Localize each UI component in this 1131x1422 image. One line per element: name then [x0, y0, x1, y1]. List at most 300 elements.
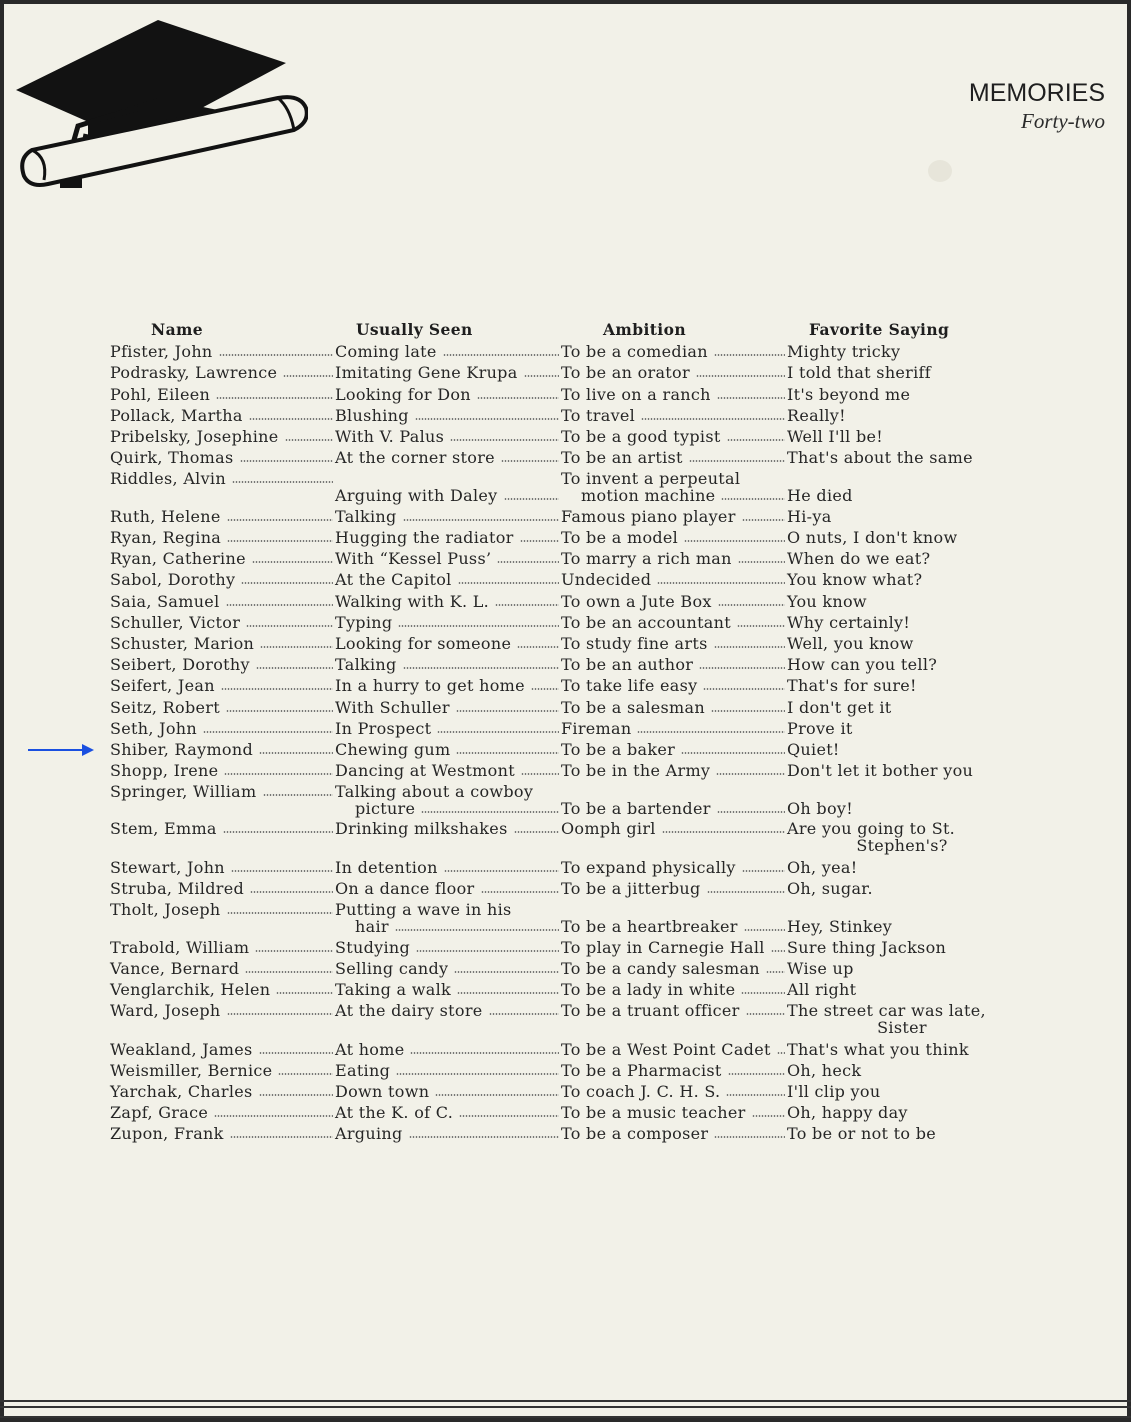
- cell-name: [110, 469, 334, 488]
- leader-dots: [717, 811, 785, 813]
- cell-text: Schuller, Victor: [110, 612, 241, 632]
- cell-ambition: [561, 799, 786, 818]
- cell-saying: [787, 507, 1017, 526]
- cell-text: To be a West Point Cadet: [561, 1039, 771, 1059]
- cell-text: Pribelsky, Josephine: [110, 426, 279, 446]
- cell-text: To be an author: [561, 655, 694, 674]
- cell-seen: [335, 507, 560, 526]
- cell-text: To be a model: [561, 528, 679, 547]
- cell-text: Why certainly!: [787, 612, 911, 632]
- cell-ambition: [561, 427, 786, 446]
- cell-text: Stewart, John: [110, 857, 225, 877]
- table-row: [0, 448, 1131, 470]
- cell-saying: [787, 406, 1017, 425]
- leader-dots: [395, 929, 559, 931]
- cell-text: Podrasky, Lawrence: [110, 363, 278, 382]
- cell-name: [110, 1124, 334, 1143]
- cell-text: Zapf, Grace: [110, 1102, 209, 1122]
- cell-text: O nuts, I don't know: [787, 528, 958, 547]
- cell-name: [110, 1040, 334, 1059]
- leader-dots: [714, 354, 785, 356]
- cell-text: Weismiller, Bernice: [110, 1060, 273, 1080]
- cell-text: Blushing: [335, 405, 409, 425]
- cell-seen: [335, 406, 560, 425]
- leader-dots: [721, 498, 785, 500]
- cell-text: Drinking milkshakes: [335, 819, 508, 838]
- leader-dots: [227, 540, 333, 542]
- cell-saying: [787, 819, 1017, 838]
- table-row: [0, 1061, 1131, 1082]
- cell-name: [110, 342, 334, 361]
- cell-name: [110, 448, 334, 467]
- cell-text: Hey, Stinkey: [787, 917, 893, 936]
- cell-text: Sure thing Jackson: [787, 938, 947, 957]
- cell-saying: [787, 448, 1017, 467]
- cell-text: Oh boy!: [787, 799, 853, 818]
- cell-name: [110, 1082, 334, 1101]
- cell-text: When do we eat?: [787, 549, 931, 568]
- leader-dots: [458, 582, 559, 584]
- leader-dots: [531, 688, 559, 690]
- cell-ambition: [561, 858, 786, 877]
- cell-ambition: [561, 342, 786, 361]
- page-number: Forty-two: [1021, 109, 1105, 133]
- cell-name: [110, 528, 334, 547]
- cell-text: Tholt, Joseph: [110, 900, 221, 919]
- cell-seen: [335, 1001, 560, 1020]
- header-name: Name: [151, 320, 204, 339]
- cell-saying: [787, 676, 1017, 695]
- leader-dots: [718, 604, 785, 606]
- cell-name: [110, 740, 334, 759]
- cell-seen: [335, 486, 560, 505]
- cell-text: Oh, heck: [787, 1060, 862, 1080]
- cell-seen: [335, 858, 560, 877]
- cell-saying: [787, 385, 1017, 404]
- cell-text: hair: [355, 917, 389, 936]
- cell-text: Pfister, John: [110, 342, 213, 361]
- leader-dots: [681, 752, 785, 754]
- cell-ambition: [561, 698, 786, 717]
- cell-text: Imitating Gene Krupa: [335, 363, 518, 382]
- cell-seen: [335, 363, 560, 382]
- leader-dots: [514, 831, 559, 833]
- cell-name: [110, 938, 334, 957]
- leader-dots: [230, 1136, 333, 1138]
- table-row: [0, 900, 1131, 938]
- table-row: [0, 655, 1131, 676]
- cell-ambition: [561, 655, 786, 674]
- cell-seen: [335, 592, 560, 611]
- leader-dots: [714, 1136, 785, 1138]
- cell-text: Schuster, Marion: [110, 633, 255, 653]
- cell-text: Oomph girl: [561, 819, 656, 838]
- cell-text: To coach J. C. H. S.: [561, 1081, 721, 1101]
- cell-ambition: [561, 613, 786, 632]
- table-row: [0, 980, 1131, 1001]
- cell-text: To be a music teacher: [561, 1102, 746, 1122]
- cell-ambition: [561, 1001, 786, 1020]
- cell-text: Yarchak, Charles: [110, 1081, 253, 1101]
- leader-dots: [521, 773, 559, 775]
- cell-text: To be a composer: [561, 1124, 709, 1143]
- leader-dots: [416, 950, 559, 952]
- cell-name: [110, 858, 334, 877]
- cell-text: Struba, Mildred: [110, 878, 245, 898]
- leader-dots: [203, 731, 333, 733]
- cell-saying: [787, 938, 1017, 957]
- table-row: [0, 592, 1131, 613]
- header-ambition: Ambition: [603, 320, 687, 339]
- table-row: [0, 761, 1131, 783]
- cell-seen: [335, 570, 560, 589]
- leader-dots: [703, 688, 785, 690]
- cell-name: [110, 385, 334, 404]
- cell-name: [110, 634, 334, 653]
- cell-seen: [335, 1103, 560, 1122]
- cell-name: [110, 959, 334, 978]
- leader-dots: [524, 375, 559, 377]
- leader-dots: [457, 992, 559, 994]
- page-title: MEMORIES: [968, 79, 1105, 107]
- leader-dots: [231, 870, 333, 872]
- cell-text: Stem, Emma: [110, 819, 217, 838]
- cell-saying: [787, 1061, 1017, 1080]
- cell-text: With “Kessel Puss’: [335, 549, 492, 568]
- leader-dots: [746, 1013, 785, 1015]
- cell-text: Quiet!: [787, 739, 840, 759]
- cell-text: Arguing: [335, 1124, 403, 1143]
- leader-dots: [727, 439, 785, 441]
- cell-text: Pollack, Martha: [110, 405, 243, 425]
- table-row: [0, 427, 1131, 448]
- header-favorite-saying: Favorite Saying: [809, 320, 950, 339]
- leader-dots: [662, 831, 785, 833]
- leader-dots: [716, 773, 785, 775]
- cell-text: To be a heartbreaker: [561, 917, 738, 936]
- leader-dots: [246, 625, 333, 627]
- cell-name: [110, 570, 334, 589]
- cell-seen: [335, 1124, 560, 1143]
- cell-text: That's about the same: [787, 447, 973, 467]
- cell-seen: [335, 385, 560, 404]
- leader-dots: [232, 481, 333, 483]
- leader-dots: [227, 1013, 333, 1015]
- cell-text: To study fine arts: [561, 633, 708, 653]
- cell-text: He died: [787, 486, 853, 505]
- leader-dots: [224, 773, 333, 775]
- cell-text: To play in Carnegie Hall: [561, 938, 765, 957]
- leader-dots: [456, 710, 559, 712]
- table-row: [0, 385, 1131, 406]
- cell-text: Ward, Joseph: [110, 1001, 221, 1020]
- page-header: [969, 78, 1105, 134]
- cell-saying: [787, 719, 1017, 738]
- leader-dots: [657, 582, 785, 584]
- leader-dots: [263, 794, 334, 796]
- cell-text: That's for sure!: [787, 676, 917, 695]
- cell-text: Mighty tricky: [787, 342, 901, 361]
- leader-dots: [696, 375, 785, 377]
- leader-dots: [456, 752, 559, 754]
- cell-text: Riddles, Alvin: [110, 469, 226, 488]
- leader-dots: [249, 418, 333, 420]
- cell-text: Saia, Samuel: [110, 591, 220, 611]
- cell-saying: [787, 1124, 1017, 1143]
- cell-text: Don't let it bother you: [787, 760, 974, 780]
- table-row: [0, 507, 1131, 528]
- cell-text: Really!: [787, 405, 846, 425]
- cell-name: [110, 819, 334, 838]
- cell-ambition: [561, 507, 786, 526]
- cell-saying: [787, 634, 1017, 653]
- leader-dots: [283, 375, 333, 377]
- leader-dots: [741, 992, 785, 994]
- cell-saying: [787, 740, 1017, 759]
- cell-text: Famous piano player: [561, 507, 736, 526]
- cell-text: Oh, yea!: [787, 857, 858, 877]
- leader-dots: [481, 891, 560, 893]
- cell-seen: [335, 549, 560, 568]
- table-row: [0, 528, 1131, 549]
- cell-text: To be in the Army: [561, 760, 711, 780]
- column-headers: [0, 320, 1131, 340]
- cell-saying: [787, 1040, 1017, 1059]
- bottom-border: [0, 1400, 1131, 1418]
- cell-text: With V. Palus: [335, 426, 445, 446]
- cell-ambition: [561, 448, 786, 467]
- leader-dots: [517, 646, 559, 648]
- cell-saying: [787, 592, 1017, 611]
- cell-seen-line2: [335, 917, 560, 936]
- cell-seen: [335, 761, 560, 780]
- cell-text: I don't get it: [787, 697, 892, 717]
- cell-saying: [787, 879, 1017, 898]
- cell-ambition: [561, 1082, 786, 1101]
- cell-ambition: [561, 740, 786, 759]
- cell-text: Talking: [335, 507, 397, 526]
- cell-seen: [335, 528, 560, 547]
- cell-text: At the corner store: [335, 447, 495, 467]
- cell-text: At the Capitol: [335, 570, 452, 589]
- cell-text: At home: [335, 1039, 405, 1059]
- cell-saying: [787, 363, 1017, 382]
- leader-dots: [489, 1013, 559, 1015]
- cell-text: To be or not to be: [787, 1124, 937, 1143]
- cell-saying: [787, 858, 1017, 877]
- cell-name: [110, 676, 334, 695]
- cell-text: At the dairy store: [335, 1001, 483, 1020]
- cell-seen: [335, 719, 560, 738]
- cell-ambition: [561, 1040, 786, 1059]
- cell-saying: [787, 613, 1017, 632]
- leader-dots: [252, 561, 333, 563]
- cell-text: To take life easy: [561, 676, 698, 695]
- cell-ambition: [561, 634, 786, 653]
- cell-text: Studying: [335, 938, 411, 957]
- cell-text: Pohl, Eileen: [110, 384, 211, 404]
- leader-dots: [699, 667, 785, 669]
- cell-text: Quirk, Thomas: [110, 447, 234, 467]
- cell-ambition: [561, 959, 786, 978]
- cell-text: Prove it: [787, 718, 853, 738]
- graduation-cap-diploma-icon: [8, 8, 308, 188]
- leader-dots: [737, 625, 785, 627]
- leader-dots: [714, 646, 785, 648]
- leader-dots: [245, 971, 333, 973]
- leader-dots: [226, 710, 333, 712]
- cell-seen: [335, 740, 560, 759]
- leader-dots: [409, 1136, 559, 1138]
- cell-seen: [335, 613, 560, 632]
- cell-ambition: [561, 1061, 786, 1080]
- cell-saying: [787, 1103, 1017, 1122]
- cell-saying: [787, 980, 1017, 999]
- cell-text: picture: [355, 799, 416, 818]
- cell-saying: [787, 1001, 1017, 1020]
- leader-dots: [766, 971, 785, 973]
- cell-text: Vance, Bernard: [110, 959, 240, 978]
- cell-text: Trabold, William: [110, 938, 250, 957]
- cell-text: Talking about a cowboy: [335, 782, 534, 801]
- cell-saying: [787, 528, 1017, 547]
- cell-text: Oh, happy day: [787, 1102, 908, 1122]
- leader-dots: [717, 397, 785, 399]
- cell-text: At the K. of C.: [335, 1102, 454, 1122]
- paper-smudge: [928, 160, 952, 182]
- cell-text: Undecided: [561, 570, 652, 589]
- cell-text: Seitz, Robert: [110, 697, 220, 717]
- cell-name: [110, 761, 334, 780]
- cell-ambition: [561, 676, 786, 695]
- leader-dots: [497, 561, 559, 563]
- cell-saying-line2: Stephen's?: [856, 836, 948, 855]
- cell-text: Seibert, Dorothy: [110, 655, 250, 674]
- cell-saying: [787, 761, 1017, 780]
- leader-dots: [711, 710, 785, 712]
- leader-dots: [728, 1073, 785, 1075]
- leader-dots: [223, 831, 333, 833]
- cell-text: To be a candy salesman: [561, 959, 760, 978]
- cell-saying: [787, 570, 1017, 589]
- cell-ambition: [561, 719, 786, 738]
- leader-dots: [214, 1115, 333, 1117]
- leader-dots: [454, 971, 559, 973]
- cell-text: Seifert, Jean: [110, 676, 215, 695]
- table-row: [0, 570, 1131, 592]
- cell-text: Looking for someone: [335, 633, 512, 653]
- cell-text: Oh, sugar.: [787, 878, 873, 898]
- header-usually-seen: Usually Seen: [356, 320, 473, 339]
- leader-dots: [443, 354, 559, 356]
- cell-saying: [787, 959, 1017, 978]
- cell-text: Talking: [335, 655, 397, 674]
- table-row: [0, 740, 1131, 761]
- table-row: [0, 1040, 1131, 1061]
- leader-dots: [435, 1094, 559, 1096]
- table-row: [0, 1082, 1131, 1103]
- cell-seen: [335, 342, 560, 361]
- cell-text: Dancing at Westmont: [335, 760, 515, 780]
- cell-name: [110, 980, 334, 999]
- leader-dots: [398, 625, 559, 627]
- cell-name: [110, 698, 334, 717]
- cell-name: [110, 879, 334, 898]
- leader-dots: [396, 1073, 559, 1075]
- table-row: [0, 698, 1131, 719]
- leader-dots: [637, 731, 785, 733]
- cell-text: To own a Jute Box: [561, 591, 712, 611]
- table-row: [0, 1001, 1131, 1040]
- leader-dots: [450, 439, 559, 441]
- cell-text: To be an orator: [561, 363, 690, 382]
- leader-dots: [403, 519, 559, 521]
- cell-text: You know what?: [787, 570, 923, 589]
- cell-text: In a hurry to get home: [335, 676, 525, 695]
- cell-ambition: [561, 528, 786, 547]
- cell-text: Walking with K. L.: [335, 591, 490, 611]
- cell-seen: [335, 1061, 560, 1080]
- cell-text: To marry a rich man: [561, 549, 732, 568]
- leader-dots: [259, 752, 333, 754]
- cell-seen: [335, 980, 560, 999]
- leader-dots: [219, 354, 333, 356]
- cell-text: Are you going to St.: [787, 819, 956, 838]
- leader-dots: [444, 870, 559, 872]
- cell-saying: [787, 655, 1017, 674]
- leader-dots: [744, 929, 785, 931]
- cell-text: To be a jitterbug: [561, 878, 701, 898]
- cell-text: Seth, John: [110, 718, 197, 738]
- cell-saying: [787, 917, 1017, 936]
- leader-dots: [689, 460, 785, 462]
- cell-text: To be an accountant: [561, 612, 731, 632]
- cell-saying: [787, 549, 1017, 568]
- cell-text: In detention: [335, 857, 438, 877]
- cell-seen-line2: [335, 799, 560, 818]
- cell-ambition: [561, 879, 786, 898]
- table-row: [0, 549, 1131, 570]
- leader-dots: [415, 418, 559, 420]
- cell-seen: [335, 938, 560, 957]
- cell-seen: [335, 879, 560, 898]
- cell-seen: [335, 634, 560, 653]
- table-row: [0, 363, 1131, 385]
- cell-text: To be a bartender: [561, 799, 711, 818]
- cell-text: Putting a wave in his: [335, 900, 512, 919]
- cell-name: [110, 507, 334, 526]
- cell-seen: [335, 819, 560, 838]
- cell-text: Weakland, James: [110, 1039, 253, 1059]
- leader-dots: [259, 1052, 333, 1054]
- leader-dots: [495, 604, 559, 606]
- cell-ambition: [561, 385, 786, 404]
- table-row: [0, 938, 1131, 959]
- leader-dots: [771, 950, 785, 952]
- cell-ambition: [561, 1124, 786, 1143]
- leader-dots: [459, 1115, 559, 1117]
- leader-dots: [707, 891, 785, 893]
- cell-seen: [335, 448, 560, 467]
- cell-text: You know: [787, 591, 867, 611]
- cell-saying: [787, 486, 1017, 505]
- cell-text: Ryan, Catherine: [110, 549, 246, 568]
- leader-dots: [752, 1115, 785, 1117]
- cell-seen: [335, 959, 560, 978]
- cell-seen: [335, 1082, 560, 1101]
- table-row: [0, 676, 1131, 698]
- cell-text: Shopp, Irene: [110, 760, 219, 780]
